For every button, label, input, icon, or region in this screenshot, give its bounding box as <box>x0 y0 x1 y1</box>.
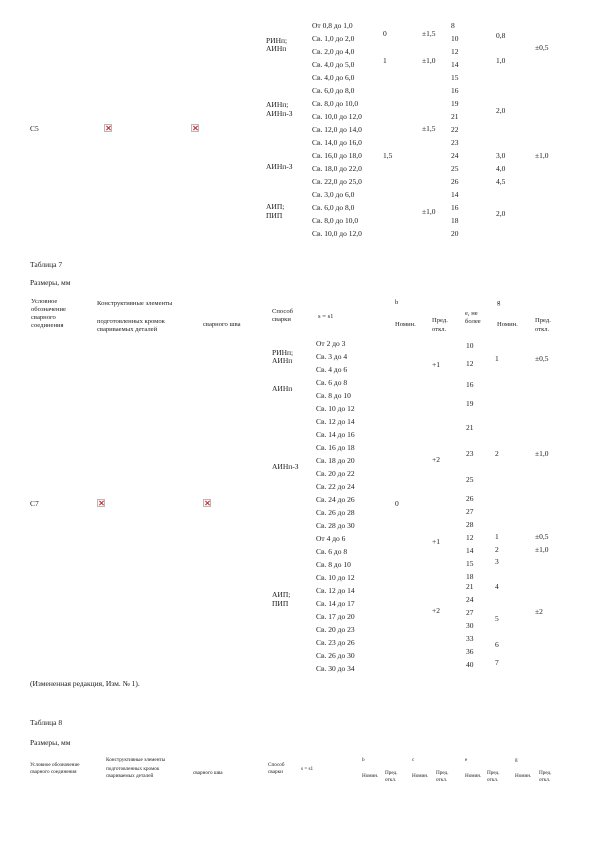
t7-range: От 4 до 6 <box>316 534 346 543</box>
t8-header-edges: подготовленных кромок <box>106 766 160 772</box>
t8-header-b: b <box>362 757 365 763</box>
t7-range: Св. 6 до 8 <box>316 547 348 556</box>
t8-header-e: e <box>465 757 468 763</box>
t7-range: Св. 17 до 20 <box>316 612 355 621</box>
top-b-nom: 0 <box>383 29 387 38</box>
t7-range: Св. 12 до 14 <box>316 586 355 595</box>
t8-header-c-tol: откл. <box>436 777 448 783</box>
top-e: 26 <box>451 177 459 186</box>
t7-g-tol: ±2 <box>535 607 543 616</box>
t7-e: 10 <box>466 341 474 350</box>
top-method: АИП; <box>266 202 285 211</box>
top-g-nom: 2,0 <box>496 209 506 218</box>
t8-header-s: s = s1 <box>301 766 314 772</box>
t7-g-tol: ±0,5 <box>535 354 549 363</box>
t7-range: Св. 4 до 6 <box>316 365 348 374</box>
top-e: 24 <box>451 151 459 160</box>
top-range: Св. 14,0 до 16,0 <box>312 138 362 147</box>
t7-range: Св. 26 до 30 <box>316 651 355 660</box>
t7-range: Св. 6 до 8 <box>316 378 348 387</box>
top-range: Св. 3,0 до 6,0 <box>312 190 355 199</box>
t7-e: 21 <box>466 582 474 591</box>
header-elements: Конструктивные элементы <box>97 300 173 307</box>
t8-header-e-tol: Пред. <box>487 770 500 776</box>
top-e: 23 <box>451 138 459 147</box>
t7-method: АИП; <box>272 590 291 599</box>
top-e: 15 <box>451 73 459 82</box>
top-g-nom: 2,0 <box>496 106 506 115</box>
top-b-tol: ±1,5 <box>422 29 436 38</box>
t7-method: ПИП <box>272 599 289 608</box>
t7-e: 12 <box>466 359 474 368</box>
t7-e: 23 <box>466 449 474 458</box>
top-b-tol: ±1,0 <box>422 207 436 216</box>
t7-method: АИНп <box>272 384 293 393</box>
t7-e: 27 <box>466 507 474 516</box>
header-method: Способ <box>272 308 293 315</box>
broken-image-icon <box>97 499 105 507</box>
top-g-tol: ±0,5 <box>535 43 549 52</box>
t8-header-e-tol: откл. <box>487 777 499 783</box>
table-7-caption: Таблица 7 <box>30 260 63 269</box>
t8-header-weld: сварного шва <box>193 770 223 776</box>
t7-range: Св. 20 до 22 <box>316 469 355 478</box>
t7-range: Св. 10 до 12 <box>316 404 355 413</box>
top-range: Св. 6,0 до 8,0 <box>312 86 355 95</box>
t7-range: Св. 22 до 24 <box>316 482 355 491</box>
table-8-units: Размеры, мм <box>30 738 71 747</box>
t7-e: 16 <box>466 380 474 389</box>
header-b-nom: Номин. <box>395 321 416 328</box>
top-e: 8 <box>451 21 455 30</box>
top-e: 22 <box>451 125 459 134</box>
t7-range: Св. 18 до 20 <box>316 456 355 465</box>
t7-e: 21 <box>466 423 474 432</box>
top-e: 21 <box>451 112 459 121</box>
amendment-note: (Измененная редакция, Изм. № 1). <box>30 679 140 688</box>
t7-g-tol: ±1,0 <box>535 545 549 554</box>
t8-header-designation: сварного соединения <box>30 769 77 775</box>
t7-b-tol: +2 <box>432 455 440 464</box>
header-g-tol: Пред. <box>535 317 551 324</box>
header-b: b <box>395 299 399 306</box>
header-method: сварки <box>272 316 291 323</box>
top-e: 19 <box>451 99 459 108</box>
top-range: Св. 22,0 до 25,0 <box>312 177 362 186</box>
top-range: Св. 8,0 до 10,0 <box>312 99 359 108</box>
top-e: 10 <box>451 34 459 43</box>
t7-range: Св. 28 до 30 <box>316 521 355 530</box>
top-method: АИНп <box>266 44 287 53</box>
t7-method: АИНп-З <box>272 462 299 471</box>
header-designation: Условное <box>31 298 58 305</box>
t7-e: 28 <box>466 520 474 529</box>
t7-g-nom: 6 <box>495 640 499 649</box>
t8-header-method: сварки <box>268 769 283 775</box>
t7-conn: С7 <box>30 499 39 508</box>
top-b-tol: ±1,0 <box>422 56 436 65</box>
t7-range: Св. 23 до 26 <box>316 638 355 647</box>
header-g-tol: откл. <box>535 326 550 333</box>
top-e: 14 <box>451 190 459 199</box>
t8-header-designation: Условное обозначение <box>30 762 80 768</box>
t7-range: Св. 26 до 28 <box>316 508 355 517</box>
top-range: Св. 4,0 до 5,0 <box>312 60 355 69</box>
top-range: Св. 10,0 до 12,0 <box>312 229 362 238</box>
t7-e: 25 <box>466 475 474 484</box>
t8-header-b-tol: откл. <box>385 777 397 783</box>
top-e: 18 <box>451 216 459 225</box>
top-range: Св. 18,0 до 22,0 <box>312 164 362 173</box>
header-designation: соединения <box>31 322 64 329</box>
top-conn: С5 <box>30 124 39 133</box>
t8-header-c-nom: Номин. <box>412 773 429 779</box>
top-g-nom: 4,5 <box>496 177 506 186</box>
t8-header-method: Способ <box>268 762 285 768</box>
broken-image-icon <box>203 499 211 507</box>
t7-e: 15 <box>466 559 474 568</box>
top-method: ПИП <box>266 211 283 220</box>
t7-g-nom: 7 <box>495 658 499 667</box>
header-designation: обозначение <box>31 306 66 313</box>
t8-header-g: g <box>515 757 518 763</box>
t7-e: 30 <box>466 621 474 630</box>
t7-e: 40 <box>466 660 474 669</box>
t7-g-tol: ±0,5 <box>535 532 549 541</box>
t8-header-c-tol: Пред. <box>436 770 449 776</box>
t8-header-g-tol: откл. <box>539 777 551 783</box>
t7-g-tol: ±1,0 <box>535 449 549 458</box>
t7-e: 14 <box>466 546 474 555</box>
top-range: Св. 16,0 до 18,0 <box>312 151 362 160</box>
t7-e: 12 <box>466 533 474 542</box>
t8-header-b-nom: Номин. <box>362 773 379 779</box>
t8-header-g-tol: Пред. <box>539 770 552 776</box>
header-b-tol: Пред. <box>432 317 448 324</box>
top-range: Св. 4,0 до 6,0 <box>312 73 355 82</box>
header-b-tol: откл. <box>432 326 447 333</box>
top-g-nom: 4,0 <box>496 164 506 173</box>
t7-e: 26 <box>466 494 474 503</box>
t8-header-e-nom: Номин. <box>465 773 482 779</box>
top-method: АИНп-З <box>266 109 293 118</box>
header-g: g <box>497 299 501 306</box>
header-weld: сварного шва <box>203 321 241 328</box>
t7-range: Св. 16 до 18 <box>316 443 355 452</box>
t7-range: Св. 12 до 14 <box>316 417 355 426</box>
top-range: Св. 1,0 до 2,0 <box>312 34 355 43</box>
top-b-tol: ±1,5 <box>422 124 436 133</box>
t7-g-nom: 5 <box>495 614 499 623</box>
t7-e: 19 <box>466 399 474 408</box>
broken-image-icon <box>104 124 112 132</box>
header-edges: свариваемых деталей <box>97 326 158 333</box>
t7-range: От 2 до 3 <box>316 339 346 348</box>
header-edges: подготовленных кромок <box>97 318 165 325</box>
t7-method: РИНп; <box>272 348 294 357</box>
top-method: РИНп; <box>266 36 288 45</box>
top-g-nom: 1,0 <box>496 56 506 65</box>
top-g-nom: 3,0 <box>496 151 506 160</box>
t7-g-nom: 2 <box>495 545 499 554</box>
t7-b-tol: +1 <box>432 537 440 546</box>
t7-e: 36 <box>466 647 474 656</box>
header-e: более <box>465 318 481 325</box>
top-e: 25 <box>451 164 459 173</box>
t7-g-nom: 3 <box>495 557 499 566</box>
table-7-units: Размеры, мм <box>30 278 71 287</box>
top-range: Св. 10,0 до 12,0 <box>312 112 362 121</box>
t7-range: Св. 20 до 23 <box>316 625 355 634</box>
top-b-nom: 1,5 <box>383 151 393 160</box>
t8-header-edges: свариваемых деталей <box>106 773 154 779</box>
t8-header-b-tol: Пред. <box>385 770 398 776</box>
t8-header-c: c <box>412 757 415 763</box>
top-range: От 0,8 до 1,0 <box>312 21 353 30</box>
t7-g-nom: 1 <box>495 532 499 541</box>
header-g-nom: Номин. <box>497 321 518 328</box>
top-e: 20 <box>451 229 459 238</box>
top-range: Св. 12,0 до 14,0 <box>312 125 362 134</box>
t7-range: Св. 30 до 34 <box>316 664 355 673</box>
t7-b-tol: +2 <box>432 606 440 615</box>
top-g-nom: 0,8 <box>496 31 506 40</box>
t7-e: 27 <box>466 608 474 617</box>
t7-range: Св. 24 до 26 <box>316 495 355 504</box>
t8-header-elements: Конструктивные элементы <box>106 757 166 763</box>
t7-g-nom: 2 <box>495 449 499 458</box>
t7-range: Св. 8 до 10 <box>316 560 351 569</box>
header-designation: сварного <box>31 314 56 321</box>
top-b-nom: 1 <box>383 56 387 65</box>
top-method: АИНп-З <box>266 162 293 171</box>
t7-b-nom: 0 <box>395 499 399 508</box>
t7-range: Св. 8 до 10 <box>316 391 351 400</box>
t7-method: АИНп <box>272 356 293 365</box>
top-e: 12 <box>451 47 459 56</box>
top-e: 16 <box>451 203 459 212</box>
t7-b-tol: +1 <box>432 360 440 369</box>
table-8-caption: Таблица 8 <box>30 718 63 727</box>
t7-e: 24 <box>466 595 474 604</box>
top-e: 16 <box>451 86 459 95</box>
top-range: Св. 2,0 до 4,0 <box>312 47 355 56</box>
t7-range: Св. 14 до 17 <box>316 599 355 608</box>
broken-image-icon <box>191 124 199 132</box>
t7-range: Св. 14 до 16 <box>316 430 355 439</box>
top-range: Св. 6,0 до 8,0 <box>312 203 355 212</box>
top-e: 14 <box>451 60 459 69</box>
header-s: s = s1 <box>318 313 334 320</box>
t7-g-nom: 4 <box>495 582 499 591</box>
top-method: АИНп; <box>266 100 289 109</box>
top-g-tol: ±1,0 <box>535 151 549 160</box>
t7-e: 18 <box>466 572 474 581</box>
header-e: e, не <box>465 310 478 317</box>
t8-header-g-nom: Номин. <box>515 773 532 779</box>
t7-e: 33 <box>466 634 474 643</box>
t7-g-nom: 1 <box>495 354 499 363</box>
t7-range: Св. 10 до 12 <box>316 573 355 582</box>
top-range: Св. 8,0 до 10,0 <box>312 216 359 225</box>
t7-range: Св. 3 до 4 <box>316 352 348 361</box>
